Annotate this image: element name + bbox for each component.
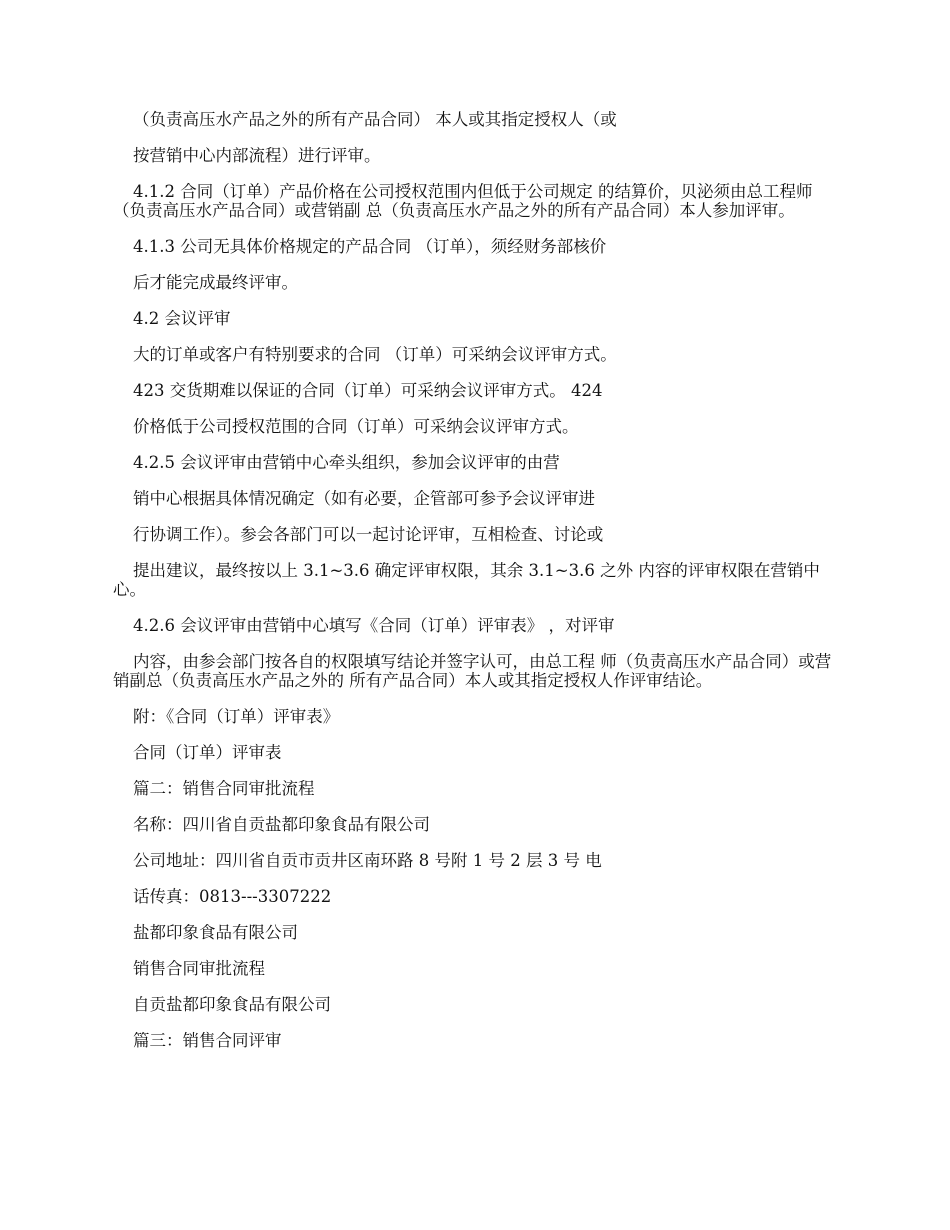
paragraph-10: 4.2.5 会议评审由营销中心牵头组织，参加会议评审的由营: [133, 453, 560, 472]
paragraph-1: （负责高压水产品之外的所有产品合同） 本人或其指定授权人（或: [133, 110, 617, 129]
paragraph-22: 盐都印象食品有限公司: [133, 923, 298, 942]
paragraph-2: 按营销中心内部流程）进行评审。: [133, 146, 381, 165]
paragraph-16: 附：《合同（订单）评审表》: [133, 707, 340, 726]
paragraph-6: 4.2 会议评审: [133, 309, 231, 328]
paragraph-19: 名称：四川省自贡盐都印象食品有限公司: [133, 815, 430, 834]
paragraph-13: 提出建议，最终按以上 3.1~3.6 确定评审权限，其余 3.1~3.6 之外 内容的评审权限在营销中心。: [113, 561, 820, 599]
paragraph-5: 后才能完成最终评审。: [133, 273, 298, 292]
paragraph-15: 内容，由参会部门按各自的权限填写结论并签字认可，由总工程 师（负责高压水产品合同）或营销副总（负责高压水产品之外的 所有产品合同）本人或其指定授权人作评审结论。: [113, 652, 832, 690]
paragraph-17: 合同（订单）评审表: [133, 743, 282, 762]
paragraph-7: 大的订单或客户有特别要求的合同 （订单）可采纳会议评审方式。: [133, 345, 617, 364]
paragraph-4: 4.1.3 公司无具体价格规定的产品合同 （订单），须经财务部核价: [133, 237, 607, 256]
paragraph-20: 公司地址：四川省自贡市贡井区南环路 8 号附 1 号 2 层 3 号 电: [133, 851, 602, 870]
paragraph-9: 价格低于公司授权范围的合同（订单）可采纳会议评审方式。: [133, 417, 579, 436]
paragraph-8: 423 交货期难以保证的合同（订单）可采纳会议评审方式。 424: [133, 381, 603, 400]
paragraph-12: 行协调工作）。参会各部门可以一起讨论评审，互相检查、讨论或: [133, 525, 604, 544]
paragraph-21: 话传真：0813---3307222: [133, 887, 332, 906]
paragraph-14: 4.2.6 会议评审由营销中心填写《合同（订单）评审表》 ，对评审: [133, 616, 615, 635]
paragraph-11: 销中心根据具体情况确定（如有必要，企管部可参予会议评审进: [133, 489, 595, 508]
paragraph-23: 销售合同审批流程: [133, 959, 265, 978]
paragraph-18: 篇二：销售合同审批流程: [133, 779, 315, 798]
paragraph-3: 4.1.2 合同（订单）产品价格在公司授权范围内但低于公司规定 的结算价，贝泌须由总工程师（负责高压水产品合同）或营销副 总（负责高压水产品之外的所有产品合同）本人参加评审。: [113, 182, 813, 220]
paragraph-25: 篇三：销售合同评审: [133, 1031, 282, 1050]
paragraph-24: 自贡盐都印象食品有限公司: [133, 995, 331, 1014]
